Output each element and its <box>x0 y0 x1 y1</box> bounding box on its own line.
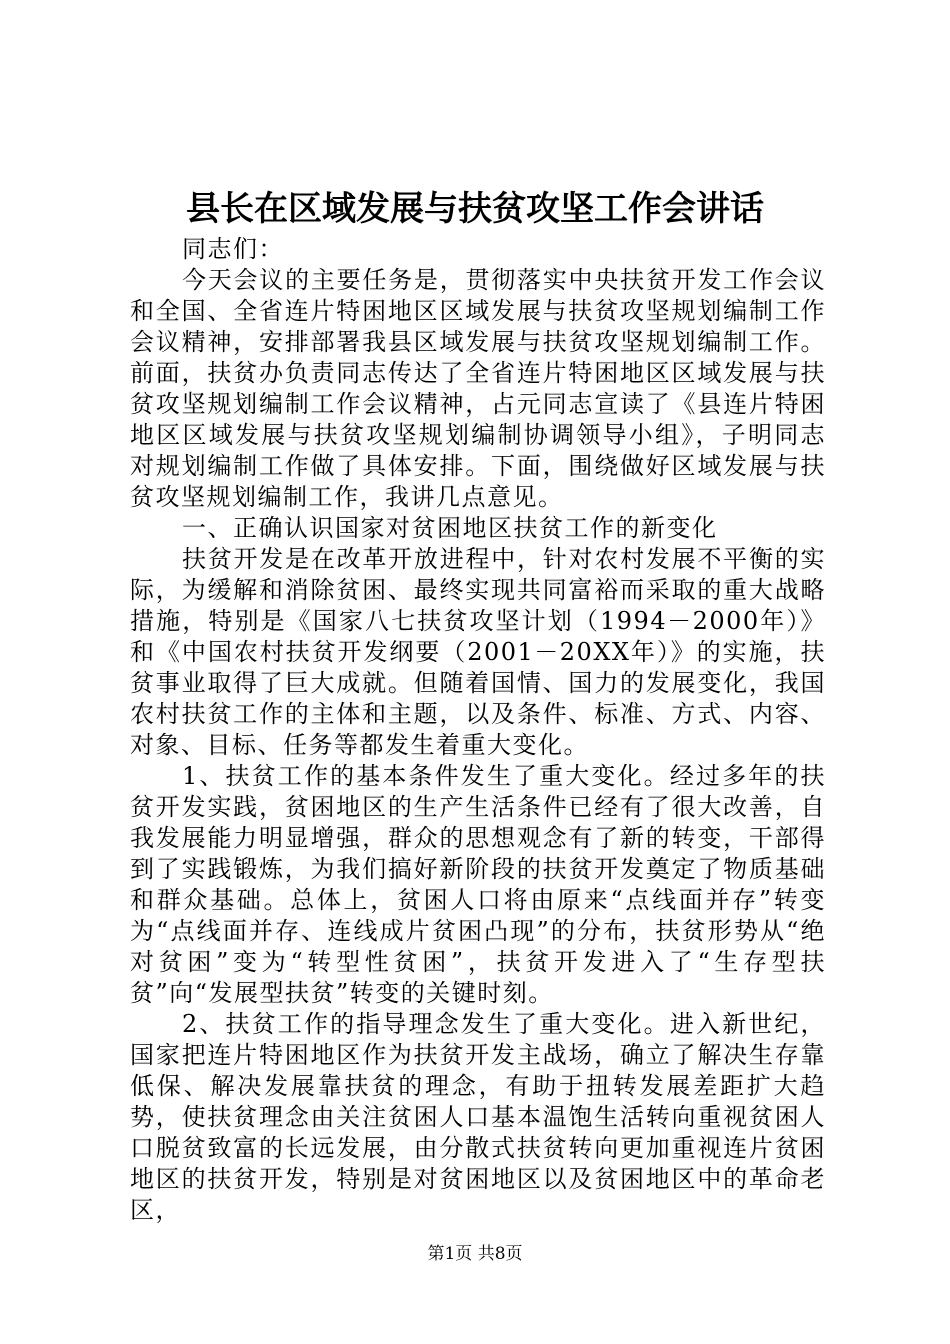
body-paragraph: 1、扶贫工作的基本条件发生了重大变化。经过多年的扶贫开发实践，贫困地区的生产生活条件已经有了很大改善，自我发展能力明显增强，群众的思想观念有了新的转变，干部得到了实践锻炼，为我们搞好新阶段的扶贫开发奠定了物质基础和群众基础。总体上，贫困人口将由原来“点线面并存”转变为“点线面并存、连线成片贫困凸现”的分布，扶贫形势从“绝对贫困”变为“转型性贫困”，扶贫开发进入了“生存型扶贫”向“发展型扶贫”转变的关键时刻。 <box>130 762 826 1007</box>
salutation-paragraph: 同志们： <box>182 235 284 263</box>
document-title: 县长在区域发展与扶贫攻坚工作会讲话 <box>186 189 764 229</box>
document-body <box>130 234 826 1226</box>
body-paragraph: 2、扶贫工作的指导理念发生了重大变化。进入新世纪，国家把连片特困地区作为扶贫开发主战场，确立了解决生存靠低保、解决发展靠扶贫的理念，有助于扭转发展差距扩大趋势，使扶贫理念由关注贫困人口基本温饱生活转向重视贫困人口脱贫致富的长远发展，由分散式扶贫转向更加重视连片贫困地区的扶贫开发，特别是对贫困地区以及贫困地区中的革命老区， <box>130 1010 826 1224</box>
body-paragraph: 今天会议的主要任务是，贯彻落实中央扶贫开发工作会议和全国、全省连片特困地区区域发展与扶贫攻坚规划编制工作会议精神，安排部署我县区域发展与扶贫攻坚规划编制工作。前面，扶贫办负责同志传达了全省连片特困地区区域发展与扶贫攻坚规划编制工作会议精神，占元同志宣读了《县连片特困地区区域发展与扶贫攻坚规划编制协调领导小组》，子明同志对规划编制工作做了具体安排。下面，围绕做好区域发展与扶贫攻坚规划编制工作，我讲几点意见。 <box>130 266 826 511</box>
page-footer: 第1页 共8页 <box>427 1244 523 1264</box>
body-paragraph: 扶贫开发是在改革开放进程中，针对农村发展不平衡的实际，为缓解和消除贫困、最终实现共同富裕而采取的重大战略措施，特别是《国家八七扶贫攻坚计划（1994－2000年）》和《中国农村扶贫开发纲要（2001－20XX年）》的实施，扶贫事业取得了巨大成就。但随着国情、国力的发展变化，我国农村扶贫工作的主体和主题，以及条件、标准、方式、内容、对象、目标、任务等都发生着重大变化。 <box>130 545 826 759</box>
section-heading: 一、正确认识国家对贫困地区扶贫工作的新变化 <box>182 514 718 542</box>
